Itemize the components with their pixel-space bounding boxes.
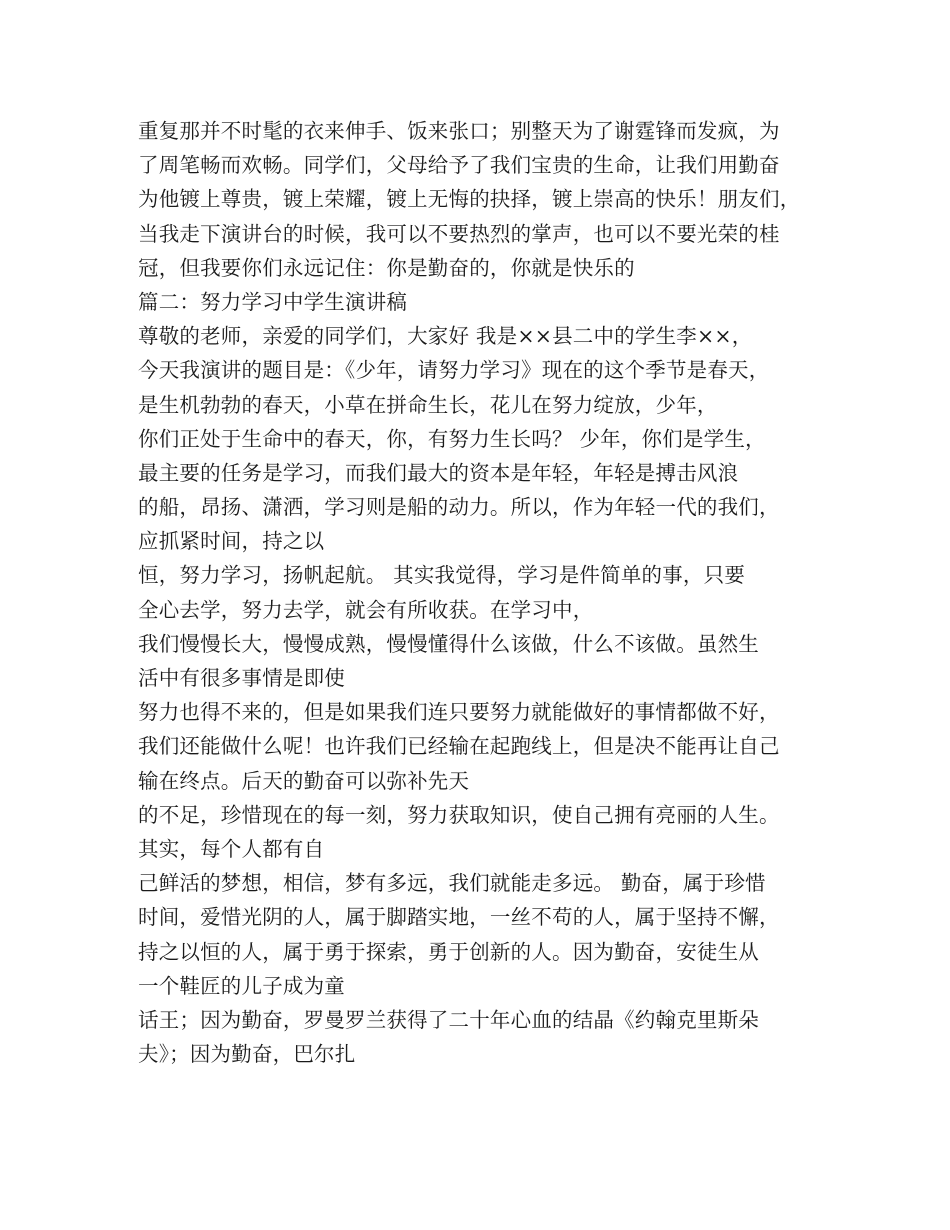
text-line: 我们慢慢长大，慢慢成熟，慢慢懂得什么该做，什么不该做。虽然生: [138, 631, 759, 656]
text-line: 为他镀上尊贵，镀上荣耀，镀上无悔的抉择，镀上崇高的快乐！朋友们，: [138, 187, 801, 212]
text-line: 一个鞋匠的儿子成为童: [138, 973, 345, 998]
text-line: 应抓紧时间，持之以: [138, 529, 325, 554]
text-line: 时间，爱惜光阴的人，属于脚踏实地，一丝不苟的人，属于坚持不懈，: [138, 905, 780, 930]
text-line: 当我走下演讲台的时候，我可以不要热烈的掌声，也可以不要光荣的桂: [138, 221, 780, 246]
text-line: 全心去学，努力去学，就会有所收获。在学习中，: [138, 597, 594, 622]
text-line: 恒，努力学习，扬帆起航。 其实我觉得，学习是件简单的事，只要: [138, 563, 746, 588]
text-line: 努力也得不来的，但是如果我们连只要努力就能做好的事情都做不好，: [138, 700, 780, 725]
text-line: 我们还能做什么呢！也许我们已经输在起跑线上，但是决不能再让自己: [138, 734, 780, 759]
text-line: 其实，每个人都有自: [138, 836, 325, 861]
text-line: 夫》；因为勤奋，巴尔扎: [138, 1042, 356, 1067]
text-line: 己鲜活的梦想，相信，梦有多远，我们就能走多远。 勤奋，属于珍惜: [138, 871, 766, 896]
text-line: 输在终点。后天的勤奋可以弥补先天: [138, 768, 470, 793]
text-line: 今天我演讲的题目是：《少年，请努力学习》现在的这个季节是春天，: [138, 358, 770, 383]
text-line: 冠，但我要你们永远记住：你是勤奋的，你就是快乐的: [138, 255, 635, 280]
text-line: 是生机勃勃的春天，小草在拼命生长，花儿在努力绽放，少年，: [138, 392, 718, 417]
text-line: 你们正处于生命中的春天，你，有努力生长吗？ 少年，你们是学生，: [138, 426, 766, 451]
section-heading: 篇二：努力学习中学生演讲稿: [138, 289, 408, 314]
text-line: 活中有很多事情是即使: [138, 666, 345, 690]
text-line: 的不足，珍惜现在的每一刻，努力获取知识，使自己拥有亮丽的人生。: [138, 802, 780, 827]
text-line: 的船，昂扬、潇洒，学习则是船的动力。所以，作为年轻一代的我们，: [138, 495, 780, 520]
text-line: 话王；因为勤奋，罗曼罗兰获得了二十年心血的结晶《约翰克里斯朵: [138, 1007, 759, 1032]
text-line: 最主要的任务是学习，而我们最大的资本是年轻，年轻是搏击风浪: [138, 460, 739, 485]
text-line: 持之以恒的人，属于勇于探索，勇于创新的人。因为勤奋，安徒生从: [138, 939, 759, 964]
text-line: 尊敬的老师，亲爱的同学们，大家好 我是××县二中的学生李××，: [138, 324, 753, 349]
text-line: 重复那并不时髦的衣来伸手、饭来张口；别整天为了谢霆锋而发疯，为: [138, 119, 780, 143]
document-body: [138, 114, 838, 1071]
text-line: 了周笔畅而欢畅。同学们，父母给予了我们宝贵的生命，让我们用勤奋: [138, 153, 780, 178]
